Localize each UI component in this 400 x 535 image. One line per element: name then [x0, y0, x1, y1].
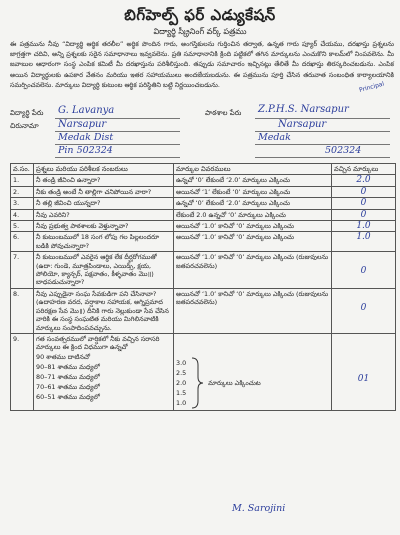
row-question	[34, 333, 174, 410]
table-row	[11, 175, 396, 186]
row-criteria: అయినచో ‘1.0’ కానిచో ‘0’ మార్కులు ఎక్కించు	[174, 221, 332, 232]
table-row	[11, 252, 396, 289]
row-criteria	[174, 333, 332, 410]
table-row	[11, 333, 396, 410]
row-serial: 3.	[11, 198, 34, 209]
address-label: చిరునామా	[10, 122, 39, 130]
row-mark: 0	[360, 209, 367, 220]
row-question: నీవు ఎప్పుడైనా సంఘ సేవకుడిగా పని చేసినావా? (ఉదాహరణ వరద, వర్షాకాల సహాయక, అగ్నిప్రమాద పరిరక్షణ సేవ మొ॥) దీనికి గారు నెల్లుకుండా సేవ చేసిన వారికి ఈ సంస్థ సంఘటిత మరియు మిగిలినవాటికి మార్కులు సంపాదింపవచ్చును.	[34, 288, 174, 333]
page-title: బిగ్‌హెల్ప్ ఫర్ ఎడ్యుకేషన్	[124, 6, 276, 24]
row-question: నీవు ఎవరిని?	[34, 209, 174, 220]
screening-table	[10, 163, 396, 411]
row-criteria: లేకుంటే 2.0 ఉన్నచో ‘0’ మార్కులు ఎక్కించు	[174, 209, 332, 220]
row-criteria: అయినచో ‘1.0’ కానిచో ‘0’ మార్కులు ఎక్కించు	[174, 232, 332, 252]
row-serial: 6.	[11, 232, 34, 252]
table-row	[11, 232, 396, 252]
grade-item: 60–51 శాతము మధ్యలో	[36, 392, 100, 401]
header-marks: వచ్చిన మార్కులు	[332, 164, 396, 175]
row-criteria-text: మార్కులు ఎక్కించుట	[208, 378, 261, 387]
row-question-text: గత సంవత్సరములో వార్షికలో నీకు వచ్చిన సరాసరి మార్కులు ఈ క్రింద విధముగా ఉన్నచో	[36, 334, 160, 352]
row-serial: 7.	[11, 252, 34, 289]
principal-stamp: Principal	[358, 80, 385, 94]
header-serial: వ.సం.	[11, 164, 34, 175]
address-line3: Pin 502324	[58, 145, 113, 156]
row-marks-cell	[332, 333, 396, 410]
row-mark: 1.0	[356, 221, 371, 232]
row-question: నీ తండ్రి జీవించి ఉన్నారా?	[34, 175, 174, 186]
row-marks-cell	[332, 198, 396, 209]
row-criteria: ఉన్నచో ‘0’ లేకుంటే ‘2.0’ మార్కులు ఎక్కించు	[174, 198, 332, 209]
school-pin-value: 502324	[325, 145, 362, 156]
row-mark: 0	[360, 198, 367, 209]
student-name-label: విద్యార్థి పేరు	[10, 109, 44, 117]
row-serial: 9.	[11, 333, 34, 410]
row-question: నీకు తండ్రి అంటే నీ తాల్లిగా చనిపోయిన వారా?	[34, 186, 174, 197]
signature: M. Sarojini	[232, 503, 286, 514]
table-row	[11, 198, 396, 209]
row-question: నీ కుటుంబములో 18 సంగ లోపు గల పిల్లలందరూ బడికి పోవుచున్నారా?	[34, 232, 174, 252]
grade-mark: 1.0	[176, 398, 187, 407]
row-mark: 0	[360, 186, 367, 197]
row-mark: 1.0	[356, 232, 371, 243]
row-criteria: అయినచో ‘1’ లేకుంటే ‘0’ మార్కులు ఎక్కించు	[174, 186, 332, 197]
school-pin-underline	[255, 157, 390, 158]
grade-item: 70–61 శాతము మధ్యలో	[36, 382, 100, 391]
page-subtitle: విద్యార్థి స్క్రీనింగ్ వర్క్ పత్రము	[153, 27, 247, 36]
address-line2: Medak Dist	[58, 132, 114, 143]
grade-item: 80–71 శాతము మధ్యలో	[36, 372, 100, 381]
student-name-value: G. Lavanya	[58, 105, 115, 116]
row-serial: 4.	[11, 209, 34, 220]
row-mark: 01	[357, 373, 370, 384]
row-criteria: అయినచో ‘1.0’ కానిచో ‘0’ మార్కులు ఎక్కించు (రుజువులను జతపరచవలెను)	[174, 252, 332, 289]
header-criteria: మార్కుల వివరములు	[174, 164, 332, 175]
row-mark: 2.0	[356, 175, 371, 186]
grade-mark: 2.0	[176, 378, 187, 387]
row-serial: 2.	[11, 186, 34, 197]
school-name-value: Z.P.H.S. Narsapur	[258, 104, 349, 115]
row-marks-cell	[332, 186, 396, 197]
row-question: నీ కుటుంబములో ఎవరైన ఆర్థిక లేక దీర్ఘరోగముతో (ఉదా: గుండె, మూత్రపిండాలు, ఎయిడ్స్, క్షయ, పోలియో, క్యాన్సర్, పక్షవాతం, కీళ్ళవాతం మొ॥) బాధపడుచున్నారా?	[34, 252, 174, 289]
grade-mark: 1.5	[176, 388, 187, 397]
intro-paragraph: ఈ పత్రమును నీవు “విద్యార్థి ఆర్థిక తరలీల” అర్థిక పొందిన గారు, అంగస్తికులను గుర్తించిన తర్వాత, ఉన్నత గారు ప్యూర్ చేయము, దరఖాస్తు ప్రశ్నలను జాగ్రత్తగా చదివి, అన్ని ప్రశ్నలకు సరైన సమాధానాలు ఇవ్వవలెను. ప్రతి సమాధానానికి క్రింది పట్టికలో తగిన మార్కులను ఎంచుకొని కాలమ్‌లో నింపవలెను. మీ జవాబుల ఆధారంగా సంస్థ ఎంపిక కమిటీ మీ దరఖాస్తును పరిశీలిస్తుంది. తప్పుడు సమాచారం ఇచ్చినట్లు తేలితే మీ దరఖాస్తు తిరస్కరించబడును. ఎంపిక అయిన విద్యార్థులకు ఉపకార వేతనం మరియు ఇతర సహాయములు అందజేయబడును. ఈ పత్రమును పూర్తి చేసిన తరువాత సంబంధిత కార్యాలయానికి సమర్పించవలెను. మార్కులు విద్యార్థి కుటుంబ ఆర్థిక పరిస్థితిని బట్టి నిర్ణయించబడును.	[10, 40, 394, 89]
row-marks-cell	[332, 232, 396, 252]
school-name-label: పాఠశాల పేరు	[205, 109, 242, 117]
school-district-underline	[255, 144, 390, 145]
row-question: నీవు ప్రభుత్వ పాఠశాలకు వెళ్తున్నావా?	[34, 221, 174, 232]
grade-item: 90–81 శాతము మధ్యలో	[36, 362, 100, 371]
grade-mark: 3.0	[176, 358, 187, 367]
row-criteria: అయినచో ‘1.0’ కానిచో ‘0’ మార్కులు ఎక్కించు (రుజువులను జతపరచవలెను)	[174, 288, 332, 333]
address-line3-underline	[55, 157, 180, 158]
row-criteria: ఉన్నచో ‘0’ లేకుంటే ‘2.0’ మార్కులు ఎక్కించు	[174, 175, 332, 186]
row-serial: 8.	[11, 288, 34, 333]
table-row	[11, 288, 396, 333]
row-marks-cell	[332, 288, 396, 333]
row-marks-cell	[332, 221, 396, 232]
right-brace-icon	[190, 357, 204, 409]
table-row	[11, 186, 396, 197]
row-marks-cell	[332, 252, 396, 289]
table-row	[11, 209, 396, 220]
row-marks-cell	[332, 175, 396, 186]
table-row	[11, 221, 396, 232]
header-question: ప్రశ్నలు మరియు పరిశీలక నంబరులు	[34, 164, 174, 175]
row-mark: 0	[360, 266, 367, 277]
grade-mark-list	[176, 358, 186, 408]
grade-list	[36, 352, 171, 402]
address-value: Narsapur	[58, 119, 107, 130]
school-place-value: Narsapur	[278, 119, 327, 130]
school-district-value: Medak	[258, 132, 291, 143]
row-mark: 0	[360, 302, 367, 313]
row-marks-cell	[332, 209, 396, 220]
row-serial: 1.	[11, 175, 34, 186]
grade-item: 90 శాతము దాటినచో	[36, 352, 90, 361]
row-serial: 5.	[11, 221, 34, 232]
row-question: నీ తల్లి జీవించి యున్నదా?	[34, 198, 174, 209]
table-header-row	[11, 164, 396, 175]
grade-mark: 2.5	[176, 368, 187, 377]
